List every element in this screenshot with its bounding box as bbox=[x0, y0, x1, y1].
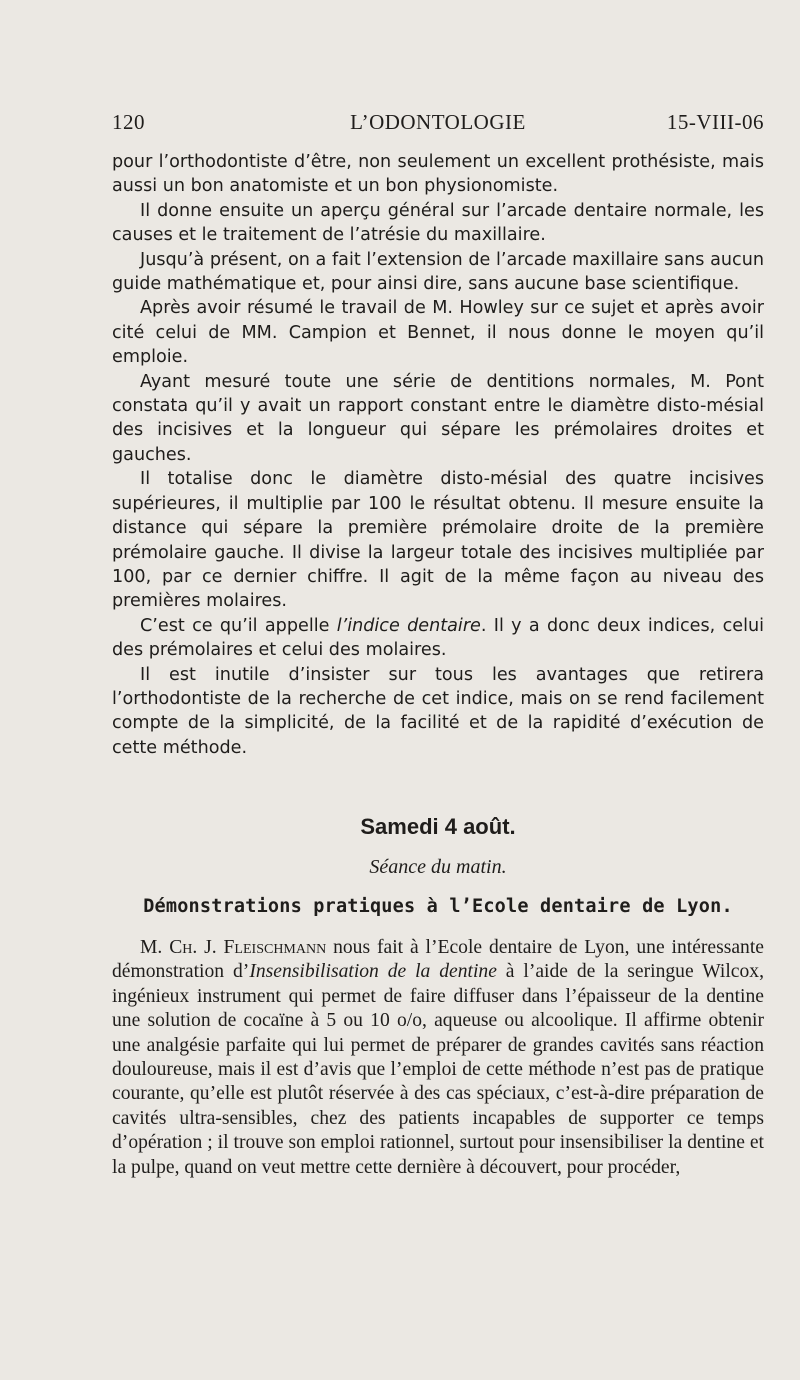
paragraph-2: Il donne ensuite un aperçu général sur l’arcade dentaire normale, les causes et le traitement de l’atrésie du maxillaire. bbox=[112, 200, 764, 246]
paragraph-1: pour l’orthodontiste d’être, non seulement un excellent prothésiste, mais aussi un bon anatomiste et un bon physionomiste. bbox=[112, 152, 764, 197]
author-name: M. Ch. J. Fleischmann bbox=[140, 937, 327, 958]
paragraph-8: Il est inutile d’insister sur tous les avantages que retirera l’orthodontiste de la recherche de cet indice, mais on se rend facilement compte de la simplicité, de la facilité et de la rapidité d’exécution de cette méthode. bbox=[112, 664, 764, 758]
final-text-start: nous fait à l’Ecole dentaire de Lyon, une intéressante démonstration d’ bbox=[112, 937, 764, 983]
issue-date: 15-VIII-06 bbox=[666, 110, 764, 134]
paragraph-3: Jusqu’à présent, on a fait l’extension de l’arcade maxillaire sans aucun guide mathématique et, pour ainsi dire, sans aucune base scientifique. bbox=[112, 249, 764, 295]
journal-title: L’ODONTOLOGIE bbox=[350, 110, 526, 134]
paragraph-5: Ayant mesuré toute une série de dentitions normales, M. Pont constata qu’il y avait un rapport constant entre le diamètre disto-mésial des incisives et la longueur qui sépare les prémolaires droites et gauches. bbox=[112, 371, 764, 465]
section-title: Samedi 4 août. bbox=[360, 814, 516, 839]
paragraph-7-start: C’est ce qu’il appelle bbox=[140, 615, 337, 636]
page-number: 120 bbox=[112, 110, 145, 134]
indice-dentaire-term: l’indice dentaire bbox=[336, 615, 481, 636]
demonstration-body bbox=[112, 936, 764, 1180]
paragraph-7-end: . Il y a donc deux indices, celui des prémolaires et celui des molaires. bbox=[112, 615, 764, 661]
paragraph-6: Il totalise donc le diamètre disto-mésial des quatre incisives supérieures, il multiplie par 100 le résultat obtenu. Il mesure ensuite la distance qui sépare la première prémolaire droite de la première prémolaire gauche. Il divise la largeur totale des incisives multipliée par 100, par ce dernier chiffre. Il agit de la même façon au niveau des premières molaires. bbox=[112, 469, 764, 612]
subheading: Démonstrations pratiques à l’Ecole dentaire de Lyon. bbox=[143, 896, 733, 917]
session-title: Séance du matin. bbox=[369, 856, 507, 878]
paragraph-4: Après avoir résumé le travail de M. Howley sur ce sujet et après avoir cité celui de MM. Campion et Bennet, il nous donne le moyen qu’il emploie. bbox=[112, 298, 764, 368]
article-body bbox=[112, 150, 764, 760]
insensibilisation-term: Insensibilisation de la dentine bbox=[249, 961, 497, 983]
paragraph-7 bbox=[112, 614, 764, 663]
final-paragraph bbox=[112, 936, 764, 1180]
final-text-end: à l’aide de la seringue Wilcox, ingénieux instrument qui permet de faire diffuser dans l’épaisseur de la dentine une solution de cocaïne à 5 ou 10 o/o, aqueuse ou alcoolique. Il affirme obtenir une analgésie parfaite qui lui permet de préparer de grandes cavités sans réaction douloureuse, mais il est d’avis que l’emploi de cette méthode n’est pas de pratique courante, qu’elle est plutôt réservée à des cas spéciaux, c’est-à-dire préparation de cavités ultra-sensibles, chez des patients incapables de supporter ce temps d’opération ; il trouve son emploi rationnel, surtout pour insensibiliser la dentine et la pulpe, quand on veut mettre cette dernière à découvert, pour procéder, bbox=[112, 961, 764, 1178]
running-head bbox=[112, 110, 764, 140]
